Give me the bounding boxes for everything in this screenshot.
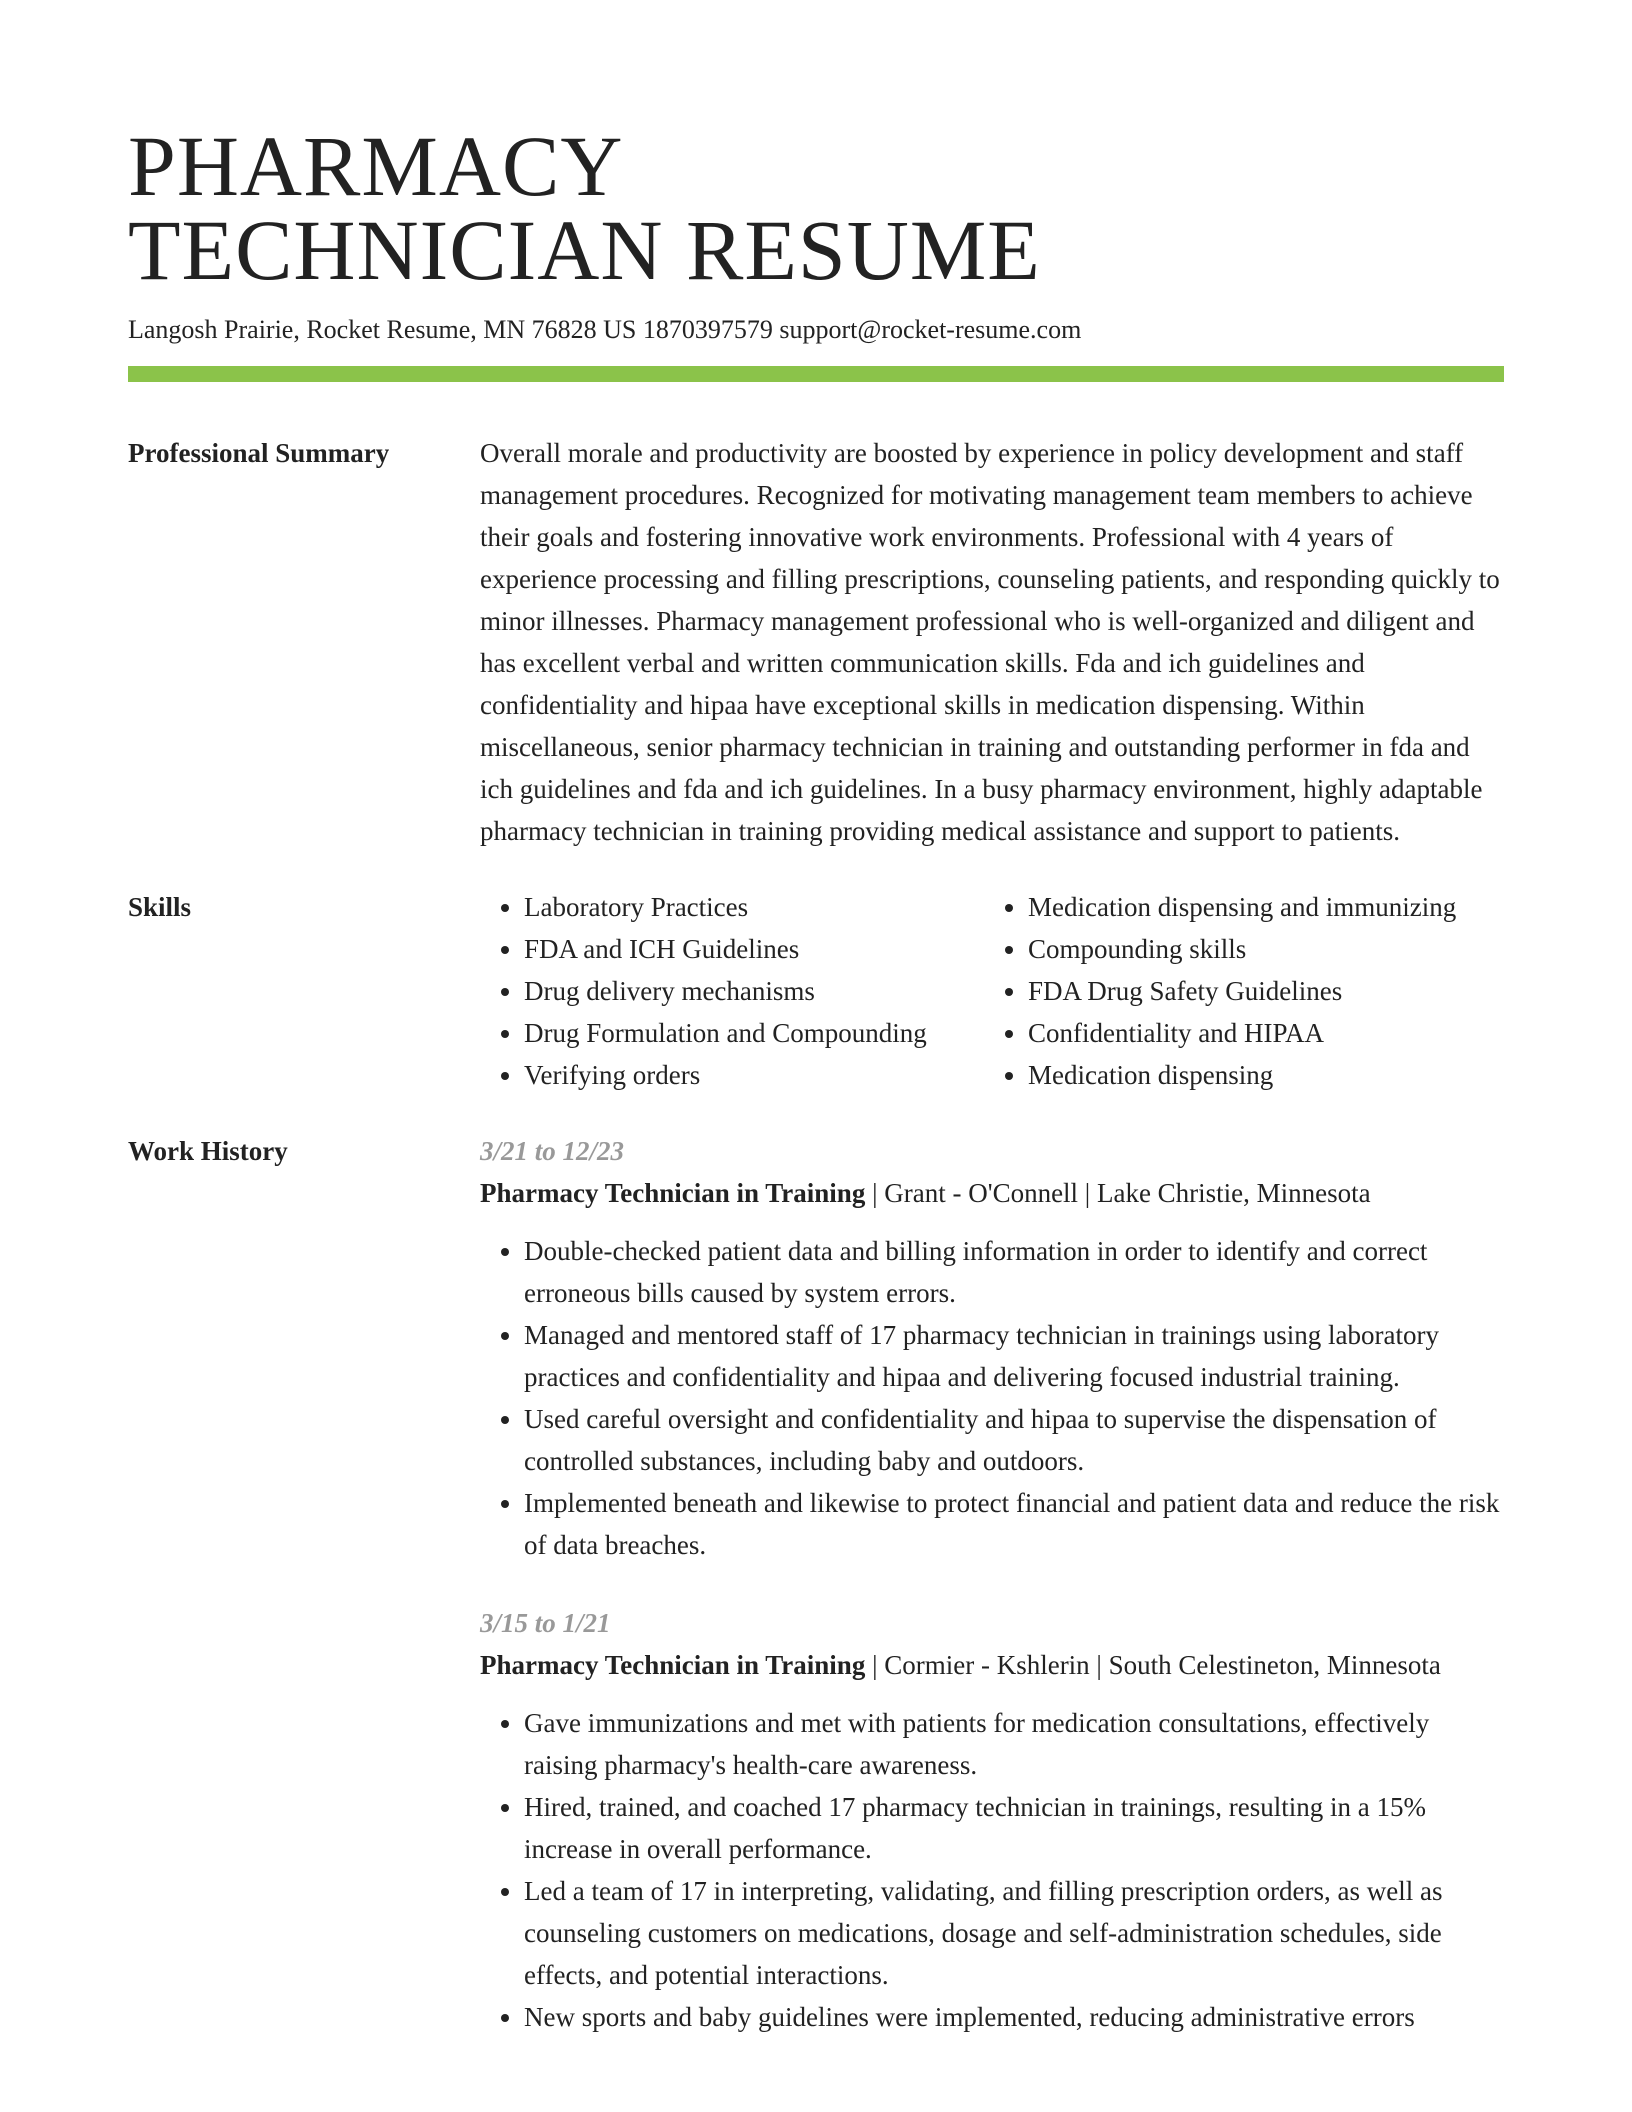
professional-summary-section <box>128 432 1504 852</box>
skill-item: • Drug delivery mechanisms <box>524 970 984 1012</box>
contact-line: Langosh Prairie, Rocket Resume, MN 76828 US 1870397579 support@rocket-resume.com <box>128 315 1082 344</box>
job-title: Pharmacy Technician in Training <box>480 1178 866 1208</box>
skill-item: • Medication dispensing and immunizing <box>1028 886 1504 928</box>
skill-item: • Medication dispensing <box>1028 1054 1504 1096</box>
skill-item: • Confidentiality and HIPAA <box>1028 1012 1504 1054</box>
skill-item: • Laboratory Practices <box>524 886 984 928</box>
skill-item: • FDA and ICH Guidelines <box>524 928 984 970</box>
summary-text: Overall morale and productivity are boosted by experience in policy development and staff management procedures. Recognized for motivating management team members to achieve their goals and fostering innovative work environments. Professional with 4 years of experience processing and filling prescriptions, counseling patients, and responding quickly to minor illnesses. Pharmacy management professional who is well-organized and diligent and has excellent verbal and written communication skills. Fda and ich guidelines and confidentiality and hipaa have exceptional skills in medication dispensing. Within miscellaneous, senior pharmacy technician in training and outstanding performer in fda and ich guidelines and fda and ich guidelines. In a busy pharmacy environment, highly adaptable pharmacy technician in training providing medical assistance and support to patients. <box>480 438 1500 846</box>
job-heading <box>480 1644 1504 1686</box>
skill-item: • Compounding skills <box>1028 928 1504 970</box>
skills-section <box>128 886 1504 1096</box>
job-dates: 3/21 to 12/23 <box>480 1136 625 1166</box>
job-heading <box>480 1172 1504 1214</box>
resume-title <box>128 0 1504 298</box>
skills-list <box>480 886 1504 1096</box>
skill-item: • Verifying orders <box>524 1054 984 1096</box>
resume-title-line-1: PHARMACY <box>128 118 624 214</box>
section-label-skills: Skills <box>128 892 192 922</box>
section-label-summary: Professional Summary <box>128 438 390 468</box>
summary-body <box>480 432 1504 852</box>
section-label-work: Work History <box>128 1136 288 1166</box>
job-bullets <box>480 1230 1504 1566</box>
job-employer-location: | Grant - O'Connell | Lake Christie, Minnesota <box>865 1178 1371 1208</box>
job-title: Pharmacy Technician in Training <box>480 1650 866 1680</box>
job-bullet: • Implemented beneath and likewise to protect financial and patient data and reduce the risk of data breaches. <box>524 1482 1504 1566</box>
job-bullet: • Double-checked patient data and billing information in order to identify and correct erroneous bills caused by system errors. <box>524 1230 1504 1314</box>
accent-divider <box>128 366 1504 382</box>
skills-column-2 <box>984 886 1504 1096</box>
skill-item: • FDA Drug Safety Guidelines <box>1028 970 1504 1012</box>
job-bullet: • New sports and baby guidelines were implemented, reducing administrative errors <box>524 1996 1504 2038</box>
resume-title-line-2: TECHNICIAN RESUME <box>128 202 1041 298</box>
skills-column-1 <box>480 886 984 1096</box>
job-bullet: • Led a team of 17 in interpreting, validating, and filling prescription orders, as well as counseling customers on medications, dosage and self-administration schedules, side effects, and potential interactions. <box>524 1870 1504 1996</box>
work-history-body <box>480 1130 1504 2074</box>
work-history-section <box>128 1130 1504 2074</box>
job-bullets <box>480 1702 1504 2038</box>
skill-item: • Drug Formulation and Compounding <box>524 1012 984 1054</box>
job-entry <box>480 1130 1504 1566</box>
job-entry <box>480 1602 1504 2038</box>
resume-page <box>128 0 1504 2074</box>
job-bullet: • Hired, trained, and coached 17 pharmacy technician in trainings, resulting in a 15% increase in overall performance. <box>524 1786 1504 1870</box>
job-bullet: • Managed and mentored staff of 17 pharmacy technician in trainings using laboratory practices and confidentiality and hipaa and delivering focused industrial training. <box>524 1314 1504 1398</box>
job-employer-location: | Cormier - Kshlerin | South Celestineton, Minnesota <box>865 1650 1441 1680</box>
job-dates: 3/15 to 1/21 <box>480 1608 611 1638</box>
job-bullet: • Used careful oversight and confidentiality and hipaa to supervise the dispensation of controlled substances, including baby and outdoors. <box>524 1398 1504 1482</box>
job-bullet: • Gave immunizations and met with patients for medication consultations, effectively raising pharmacy's health-care awareness. <box>524 1702 1504 1786</box>
